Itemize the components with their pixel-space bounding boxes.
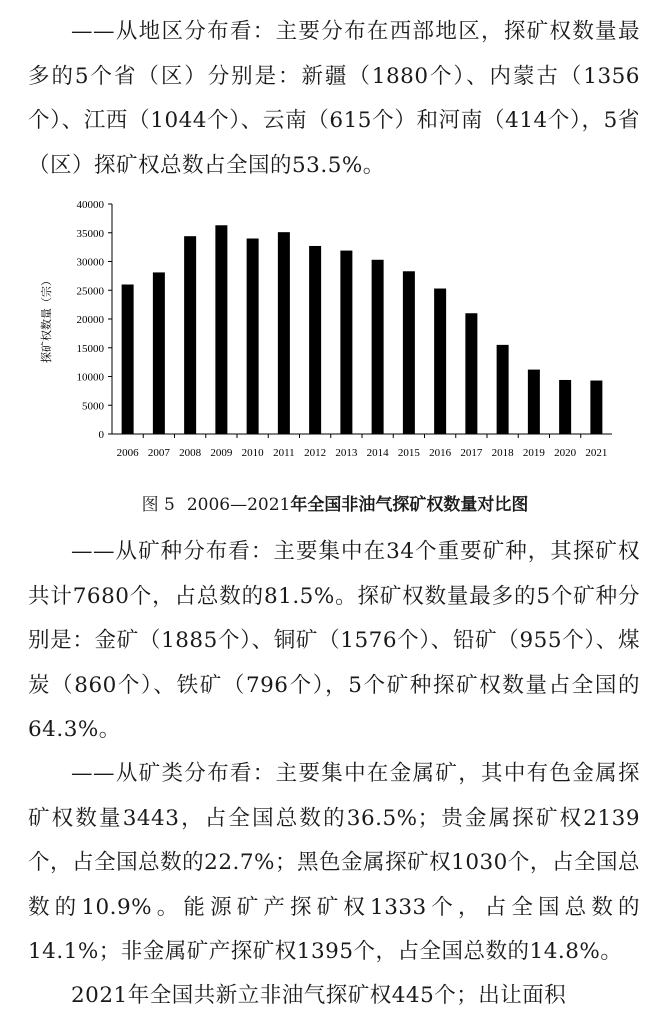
- x-tick-label: 2019: [522, 447, 545, 459]
- x-tick-label: 2021: [585, 447, 608, 459]
- figure-years: 2006—2021: [186, 495, 291, 515]
- bar-2006: [122, 285, 134, 435]
- bar-2016: [434, 289, 446, 434]
- y-tick-label: 25000: [76, 285, 104, 298]
- x-tick-label: 2007: [147, 447, 170, 459]
- bar-2010: [247, 239, 259, 435]
- figure-caption: [0, 490, 670, 520]
- y-axis-label: 探矿权数量（宗）: [41, 275, 53, 363]
- paragraph-region-distribution: ——从地区分布看：主要分布在西部地区，探矿权数量最多的5个省（区）分别是：新疆（1880个）、内蒙古（1356个）、江西（1044个）、云南（615个）和河南（414个），5省（区）探矿权总数占全国的53.5%。: [28, 19, 640, 178]
- bar-2011: [278, 232, 290, 434]
- paragraph-mineral-distribution: ——从矿种分布看：主要集中在34个重要矿种，其探矿权共计7680个，占总数的81.5%。探矿权数量最多的5个矿种分别是：金矿（1885个）、铜矿（1576个）、铅矿（955个）、煤炭（860个）、铁矿（796个），5个矿种探矿权数量占全国的64.3%。: [28, 539, 640, 742]
- y-tick-label: 0: [98, 429, 104, 441]
- y-tick-label: 30000: [76, 256, 104, 269]
- x-tick-label: 2020: [554, 447, 577, 459]
- x-tick-label: 2013: [335, 447, 358, 459]
- bar-chart: [30, 190, 630, 465]
- bar-2007: [153, 272, 165, 434]
- y-tick-label: 5000: [82, 400, 104, 413]
- bar-2014: [372, 260, 384, 434]
- bar-2008: [184, 236, 196, 434]
- x-tick-label: 2014: [366, 447, 389, 459]
- x-tick-label: 2018: [491, 447, 514, 459]
- paragraph-new-licenses: 2021年全国共新立非油气探矿权445个；出让面积: [71, 983, 567, 1008]
- x-tick-label: 2006: [116, 447, 139, 459]
- x-tick-label: 2008: [179, 447, 202, 459]
- x-tick-label: 2012: [304, 447, 327, 459]
- bar-2013: [340, 251, 352, 434]
- x-tick-label: 2016: [429, 447, 452, 459]
- bar-2017: [465, 313, 477, 434]
- x-tick-label: 2011: [273, 447, 295, 459]
- y-tick-label: 10000: [76, 371, 104, 384]
- bar-2012: [309, 246, 321, 434]
- bar-2009: [215, 225, 227, 434]
- figure-title: 年全国非油气探矿权数量对比图: [290, 495, 529, 515]
- paragraph-category-distribution: ——从矿类分布看：主要集中在金属矿，其中有色金属探矿权数量3443，占全国总数的36.5%；贵金属探矿权2139个，占全国总数的22.7%；黑色金属探矿权1030个，占全国总数的10.9%。能源矿产探矿权1333个，占全国总数的14.1%；非金属矿产探矿权1395个，占全国总数的14.8%。: [28, 761, 640, 964]
- y-tick-label: 15000: [76, 342, 104, 355]
- bar-2021: [590, 381, 602, 434]
- x-tick-label: 2010: [241, 447, 264, 459]
- x-tick-label: 2017: [460, 447, 483, 459]
- x-tick-label: 2015: [397, 447, 420, 459]
- bar-2015: [403, 271, 415, 434]
- bar-2018: [497, 345, 509, 434]
- x-tick-label: 2009: [210, 447, 233, 459]
- bar-2020: [559, 380, 571, 434]
- figure-number: 图 5: [141, 495, 175, 515]
- y-tick-label: 20000: [76, 314, 104, 326]
- bar-2019: [528, 370, 540, 434]
- y-tick-label: 40000: [76, 199, 104, 211]
- y-tick-label: 35000: [76, 227, 104, 240]
